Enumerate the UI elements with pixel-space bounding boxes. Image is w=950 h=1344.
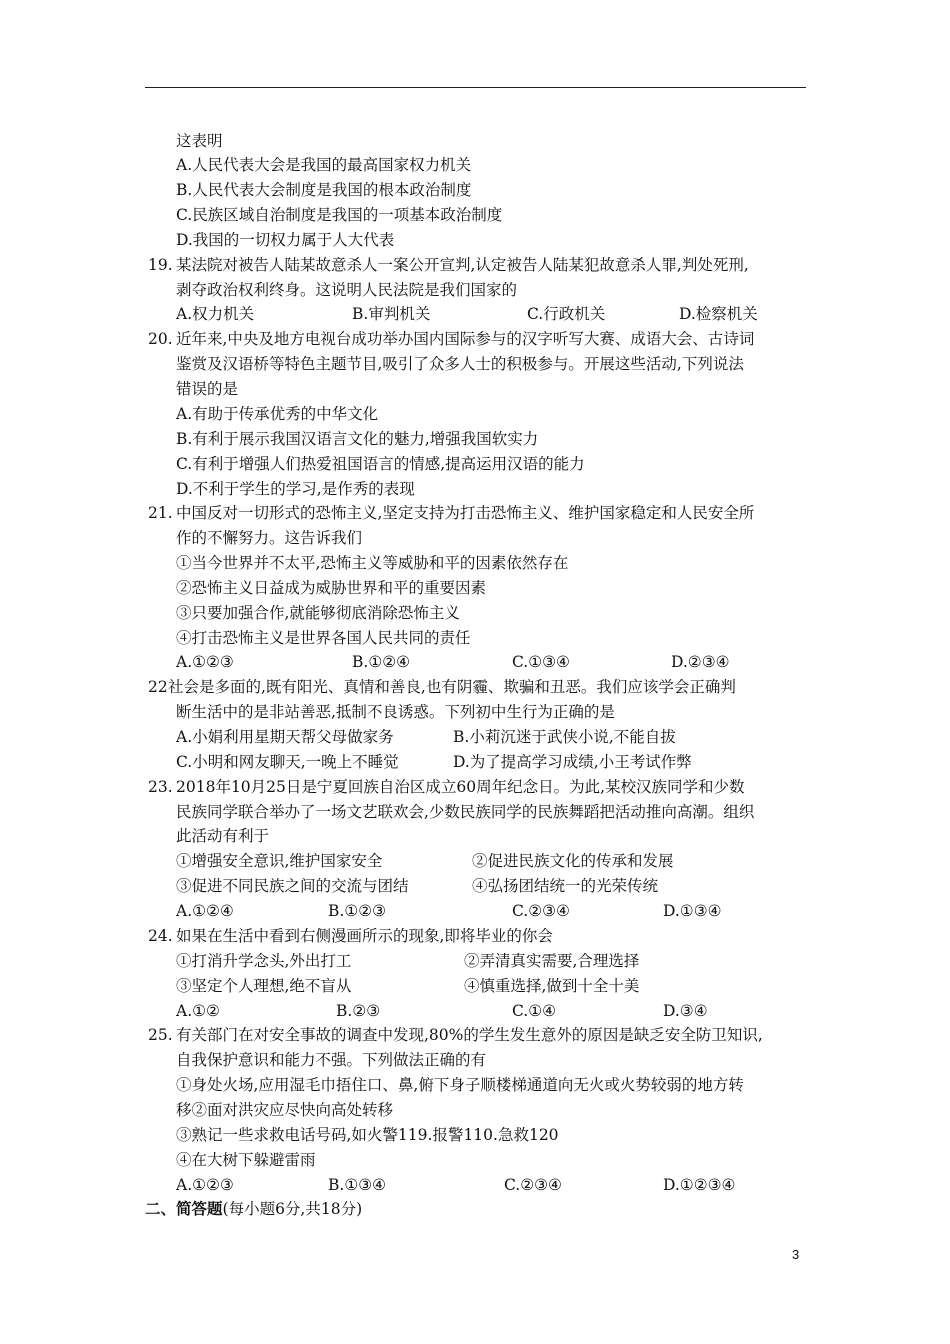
- option-d: D.②③④: [671, 653, 730, 671]
- question-stem-line: 此活动有利于: [176, 827, 270, 845]
- statement-item: ①打消升学念头,外出打工: [176, 952, 352, 970]
- statement-item: ④弘扬团结统一的光荣传统: [472, 877, 659, 895]
- section-heading: [145, 1199, 362, 1219]
- option-d: D.①③④: [663, 902, 722, 920]
- option-b: B.①②④: [352, 653, 411, 671]
- statement-item: ①身处火场,应用湿毛巾捂住口、鼻,俯下身子顺楼梯通道向无火或火势较弱的地方转: [176, 1076, 744, 1094]
- option-a: A.①②③: [176, 653, 234, 671]
- question-stem-line: 社会是多面的,既有阳光、真情和善良,也有阴霾、欺骗和丑恶。我们应该学会正确判: [168, 678, 736, 696]
- section-title: 二、简答题: [145, 1199, 223, 1218]
- option-a: A.权力机关: [176, 305, 255, 323]
- option-b: B.②③: [336, 1002, 381, 1020]
- option-c: C.小明和网友聊天,一晚上不睡觉: [176, 753, 399, 771]
- option-c: C.有利于增强人们热爱祖国语言的情感,提高运用汉语的能力: [176, 455, 585, 473]
- option-d: D.检察机关: [679, 305, 758, 323]
- option-b: B.审判机关: [352, 305, 431, 323]
- question-stem-line: 某法院对被告人陆某故意杀人一案公开宣判,认定被告人陆某犯故意杀人罪,判处死刑,: [176, 256, 749, 274]
- statement-item: ④慎重选择,做到十全十美: [464, 977, 640, 995]
- option-a: A.①②③: [176, 1176, 234, 1194]
- section-note: (每小题6分,共18分): [222, 1200, 363, 1218]
- option-b: B.①②③: [328, 902, 387, 920]
- statement-item: ②恐怖主义日益成为威胁世界和平的重要因素: [176, 579, 487, 597]
- option-d: D.不利于学生的学习,是作秀的表现: [176, 480, 415, 498]
- option-a: A.人民代表大会是我国的最高国家权力机关: [176, 156, 472, 174]
- statement-item: ④打击恐怖主义是世界各国人民共同的责任: [176, 629, 471, 647]
- question-stem-line: 中国反对一切形式的恐怖主义,坚定支持为打击恐怖主义、维护国家稳定和人民安全所: [176, 504, 755, 522]
- option-d: D.③④: [663, 1002, 708, 1020]
- option-a: A.①②: [176, 1002, 220, 1020]
- option-b: B.①③④: [328, 1176, 387, 1194]
- question-stem-line: 近年来,中央及地方电视台成功举办国内国际参与的汉字听写大赛、成语大会、古诗词: [176, 330, 755, 348]
- question-number: 25.: [148, 1026, 173, 1044]
- statement-item: ②促进民族文化的传承和发展: [472, 852, 674, 870]
- statement-item: ④在大树下躲避雷雨: [176, 1151, 316, 1169]
- header-rule: [145, 87, 806, 88]
- question-stem-line: 自我保护意识和能力不强。下列做法正确的有: [176, 1051, 487, 1069]
- option-d: D.我国的一切权力属于人大代表: [176, 231, 395, 249]
- question-stem-line: 有关部门在对安全事故的调查中发现,80%的学生发生意外的原因是缺乏安全防卫知识,: [176, 1026, 763, 1044]
- option-b: B.有利于展示我国汉语言文化的魅力,增强我国软实力: [176, 430, 539, 448]
- option-b: B.小莉沉迷于武侠小说,不能自拔: [453, 728, 676, 746]
- statement-item: ③只要加强合作,就能够彻底消除恐怖主义: [176, 604, 460, 622]
- question-number: 21.: [148, 504, 173, 522]
- question-stem-line: 2018年10月25日是宁夏回族自治区成立60周年纪念日。为此,某校汉族同学和少数: [176, 778, 745, 796]
- option-c: C.①③④: [512, 653, 570, 671]
- question-stem: 这表明: [176, 132, 223, 150]
- option-c: C.②③④: [512, 902, 570, 920]
- question-stem-line: 如果在生活中看到右侧漫画所示的现象,即将毕业的你会: [176, 927, 553, 945]
- page-number: 3: [792, 1247, 800, 1262]
- question-number: 20.: [148, 330, 173, 348]
- question-number: 23.: [148, 778, 173, 796]
- option-c: C.①④: [512, 1002, 557, 1020]
- option-c: C.民族区域自治制度是我国的一项基本政治制度: [176, 206, 503, 224]
- option-a: A.小娟利用星期天帮父母做家务: [176, 728, 394, 746]
- statement-item: ①当今世界并不太平,恐怖主义等威胁和平的因素依然存在: [176, 554, 569, 572]
- question-number: 22: [148, 678, 168, 696]
- question-stem-line: 断生活中的是非站善恶,抵制不良诱惑。下列初中生行为正确的是: [176, 703, 615, 721]
- statement-item: ②弄清真实需要,合理选择: [464, 952, 640, 970]
- option-d: D.为了提高学习成绩,小王考试作弊: [453, 753, 692, 771]
- statement-item: ①增强安全意识,维护国家安全: [176, 852, 383, 870]
- option-c: C.②③④: [504, 1176, 562, 1194]
- question-stem-line: 作的不懈努力。这告诉我们: [176, 529, 363, 547]
- statement-item: ③坚定个人理想,绝不盲从: [176, 977, 352, 995]
- option-d: D.①②③④: [663, 1176, 736, 1194]
- question-stem-line: 鉴赏及汉语桥等特色主题节目,吸引了众多人士的积极参与。开展这些活动,下列说法: [176, 355, 744, 373]
- option-c: C.行政机关: [527, 305, 606, 323]
- question-stem-line: 民族同学联合举办了一场文艺联欢会,少数民族同学的民族舞蹈把活动推向高潮。组织: [176, 803, 755, 821]
- option-a: A.有助于传承优秀的中华文化: [176, 405, 379, 423]
- question-stem-line: 剥夺政治权利终身。这说明人民法院是我们国家的: [176, 281, 518, 299]
- statement-item: 移②面对洪灾应尽快向高处转移: [176, 1101, 394, 1119]
- question-number: 19.: [148, 256, 173, 274]
- question-stem-line: 错误的是: [176, 380, 239, 398]
- statement-item: ③促进不同民族之间的交流与团结: [176, 877, 409, 895]
- option-b: B.人民代表大会制度是我国的根本政治制度: [176, 181, 472, 199]
- statement-item: ③熟记一些求救电话号码,如火警119.报警110.急救120: [176, 1126, 559, 1144]
- question-number: 24.: [148, 927, 173, 945]
- option-a: A.①②④: [176, 902, 234, 920]
